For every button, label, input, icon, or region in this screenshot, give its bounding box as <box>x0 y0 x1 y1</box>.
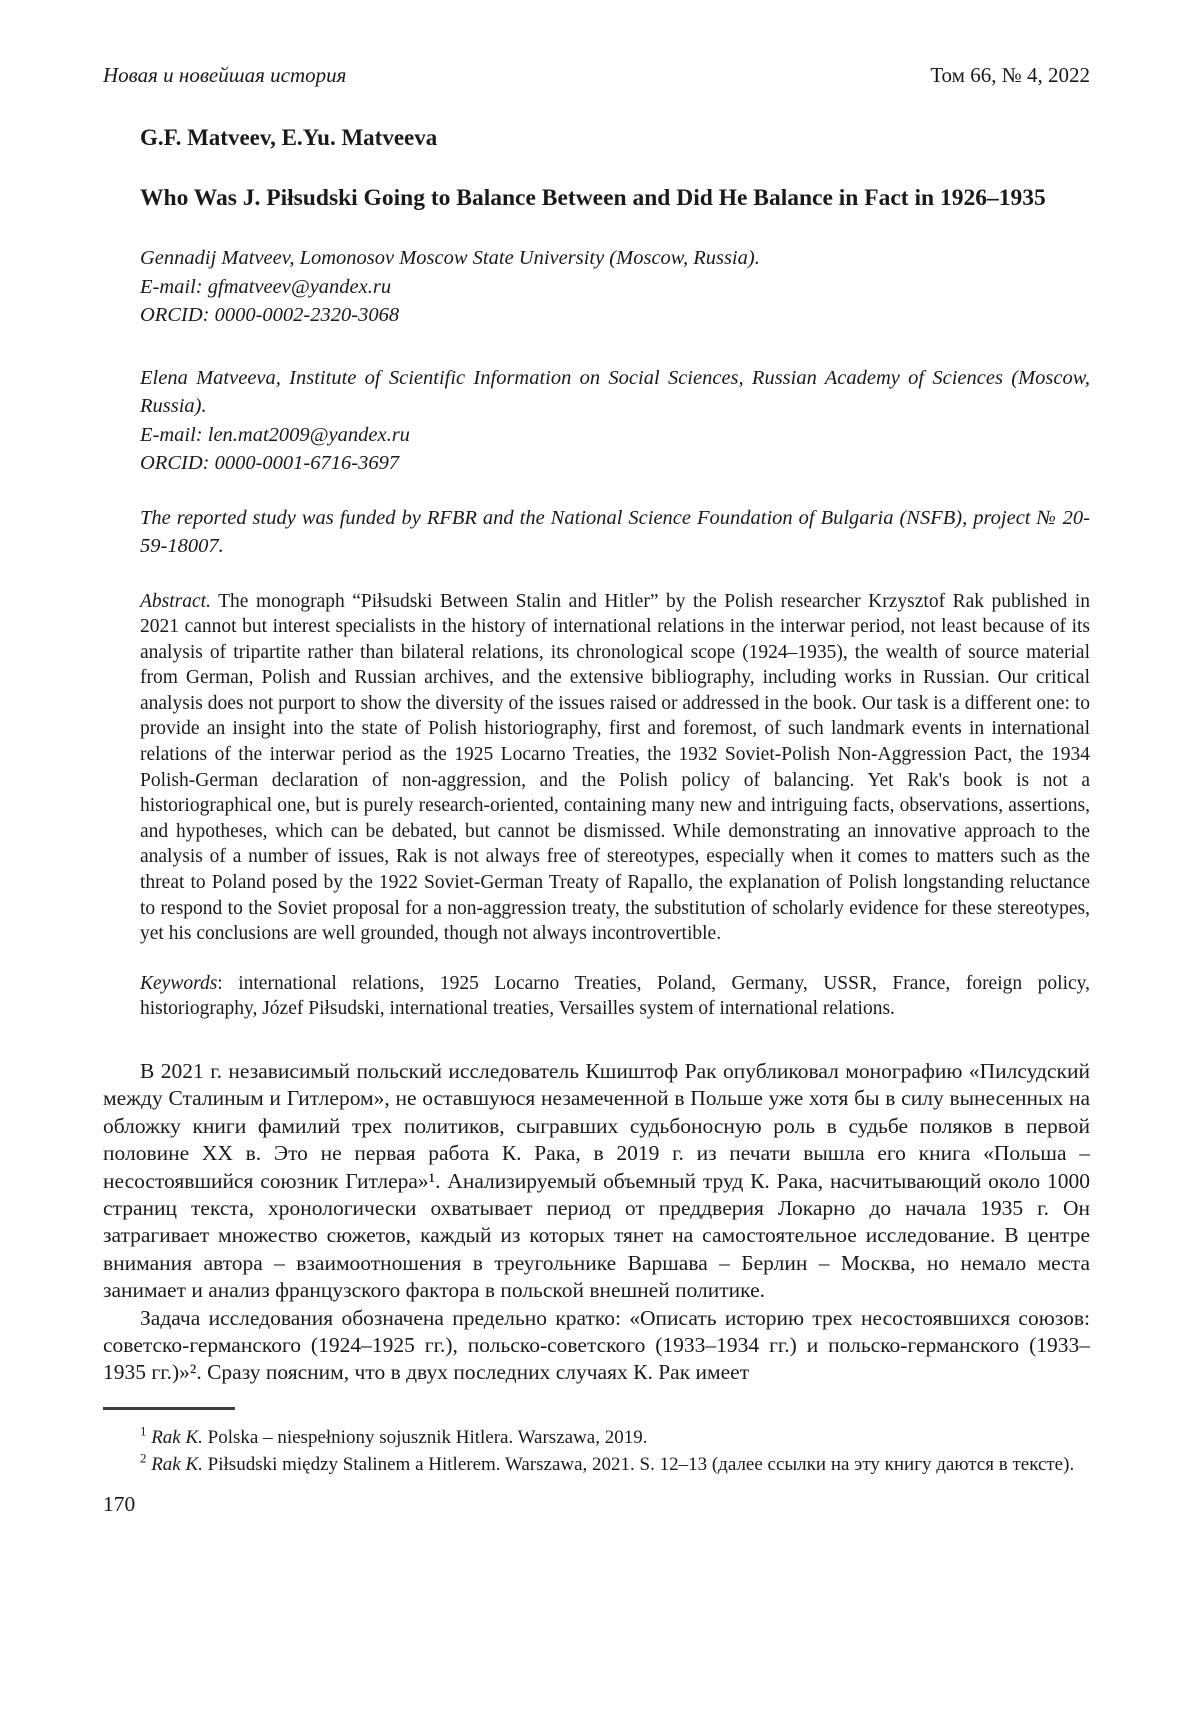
footnote-text-1: Polska – niespełniony sojusznik Hitlera. Warszawa, 2019. <box>207 1426 648 1448</box>
abstract-text: The monograph “Piłsudski Between Stalin and Hitler” by the Polish researcher Krzysztof Rak published in 2021 cannot but interest specialists in the history of international relations in the interwar period, not least because of its analysis of tripartite rather than bilateral relations, its chronological scope (1924–1935), the wealth of source material from German, Polish and Russian archives, and the extensive bibliography, including works in Russian. Our critical analysis does not purport to show the diversity of the issues raised or addressed in the book. Our task is a different one: to provide an insight into the state of Polish historiography, first and foremost, of such landmark events in international relations of the interwar period as the 1925 Locarno Treaties, the 1932 Soviet-Polish Non-Aggression Pact, the 1934 Polish-German declaration of non-aggression, and the Polish policy of balancing. Yet Rak's book is not a historiographical one, but is purely research-oriented, containing many new and intriguing facts, observations, assertions, and hypotheses, which can be debated, but cannot be dismissed. While demonstrating an innovative approach to the analysis of a number of issues, Rak is not always free of stereotypes, especially when it comes to matters such as the threat to Poland posed by the 1922 Soviet-German Treaty of Rapallo, the explanation of Polish longstanding reluctance to respond to the Soviet proposal for a non-aggression treaty, the substitution of scholarly evidence for these stereotypes, yet his conclusions are well grounded, though not always incontrovertible. <box>140 590 1090 945</box>
orcid-line-1: ORCID: 0000-0002-2320-3068 <box>140 304 400 326</box>
footnote-author-1: Rak K. <box>151 1426 203 1448</box>
footnote-1 <box>103 1424 1090 1451</box>
funding-note: The reported study was funded by RFBR and the National Science Foundation of Bulgaria (NSFB), project № 20-59-18007. <box>140 506 1090 557</box>
email-line-2: E-mail: len.mat2009@yandex.ru <box>140 423 410 446</box>
authors-line: G.F. Matveev, E.Yu. Matveeva <box>140 125 438 150</box>
affiliation-author-2: Elena Matveeva, Institute of Scientific Information on Social Sciences, Russian Academy of Sciences (Moscow, Russia). <box>140 366 1090 417</box>
keywords-label: Keywords <box>140 972 218 994</box>
article-body <box>103 1058 1090 1387</box>
footnote-divider <box>103 1407 235 1410</box>
body-paragraph-2: Задача исследования обозначена предельно кратко: «Описать историю трех несостоявшихся союзов: советско-германского (1924–1925 гг.), польско-советского (1933–1934 гг.) и польско-германского (1933–1935 гг.)»². Сразу поясним, что в двух последних случаях К. Рак имеет <box>103 1305 1090 1385</box>
body-paragraph-1: В 2021 г. независимый польский исследователь Кшиштоф Рак опубликовал монографию «Пилсудский между Сталиным и Гитлером», не оставшуюся незамеченной в Польше уже хотя бы в силу вынесенных на обложку книги фамилий трех политиков, сыгравших судьбоносную роль в судьбе поляков в первой половине XX в. Это не первая работа К. Рака, в 2019 г. из печати вышла его книга «Польша – несостоявшийся союзник Гитлера»¹. Анализируемый объемный труд К. Рака, насчитывающий около 1000 страниц текста, хронологически охватывает период от преддверия Локарно до начала 1935 г. Он затрагивает множество сюжетов, каждый из которых тянет на самостоятельное исследование. В центре внимания автора – взаимоотношения в треугольнике Варшава – Берлин – Москва, но немало места занимает и анализ французского фактора в польской внешней политике. <box>103 1059 1090 1303</box>
footnote-marker-1: 1 <box>140 1423 147 1439</box>
affiliation-block-1 <box>140 244 1090 330</box>
orcid-line-2: ORCID: 0000-0001-6716-3697 <box>140 452 400 474</box>
affiliation-block-2 <box>140 364 1090 478</box>
footnote-2 <box>103 1451 1090 1478</box>
footnote-marker-2: 2 <box>140 1450 147 1466</box>
volume-issue: Том 66, № 4, 2022 <box>930 63 1090 87</box>
email-line-1: E-mail: gfmatveev@yandex.ru <box>140 275 392 298</box>
keywords <box>140 971 1090 1022</box>
affiliation-author-1: Gennadij Matveev, Lomonosov Moscow State University (Moscow, Russia). <box>140 247 760 269</box>
abstract-label: Abstract. <box>140 590 211 612</box>
footnotes <box>103 1424 1090 1478</box>
footnote-author-2: Rak K. <box>151 1453 203 1475</box>
abstract <box>140 589 1090 947</box>
article-title: Who Was J. Piłsudski Going to Balance Between and Did He Balance in Fact in 1926–1935 <box>140 185 1046 211</box>
footnote-text-2: Piłsudski między Stalinem a Hitlerem. Warszawa, 2021. S. 12–13 (далее ссылки на эту книгу даются в тексте). <box>207 1453 1075 1475</box>
page-number: 170 <box>103 1491 136 1516</box>
running-head <box>103 62 1090 88</box>
keywords-text: : international relations, 1925 Locarno Treaties, Poland, Germany, USSR, France, foreign policy, historiography, Józef Piłsudski, international treaties, Versailles system of international relations. <box>140 972 1090 1020</box>
journal-name: Новая и новейшая история <box>103 63 347 87</box>
